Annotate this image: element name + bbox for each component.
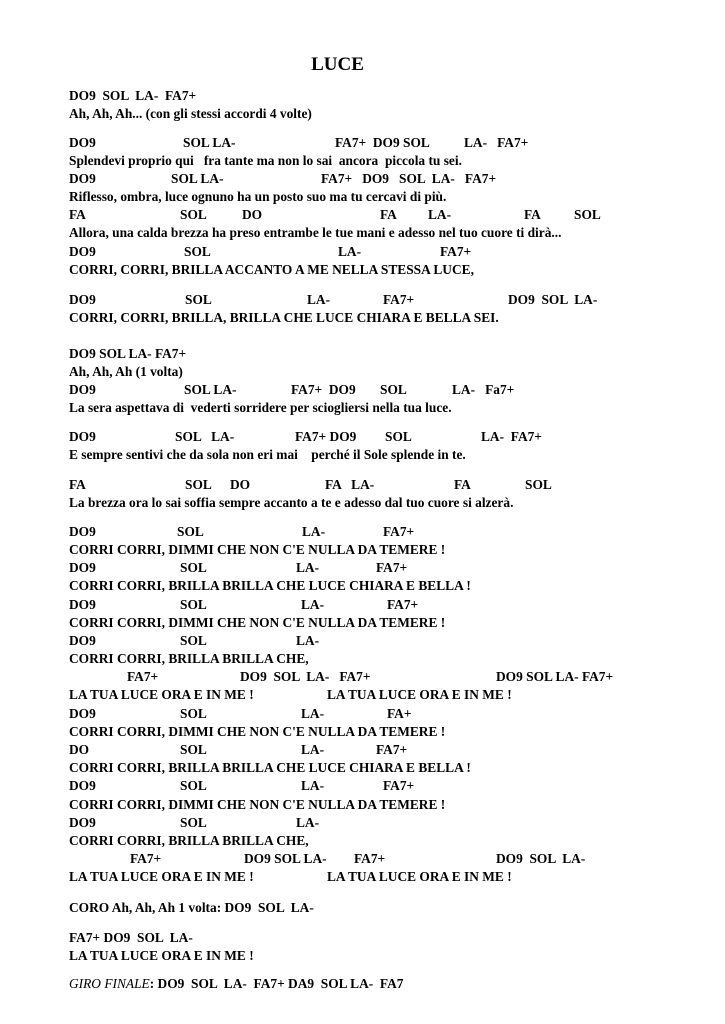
chord: DO9 (69, 292, 96, 307)
chord: FA (69, 207, 86, 222)
chord: FA LA- (325, 477, 375, 492)
chord: LA- (301, 597, 325, 612)
lyric-text: CORRI CORRI, DIMMI CHE NON C'E NULLA DA TEMERE ! (69, 615, 446, 630)
chord-line (0, 706, 725, 723)
lyric-line (0, 400, 725, 417)
lyric-text: LA TUA LUCE ORA E IN ME ! (69, 948, 254, 963)
chord: FA+ (387, 706, 412, 721)
chord: FA7+ DO9 SOL LA- FA7+ (321, 171, 497, 186)
chord: FA (524, 207, 541, 222)
chord: DO9 (69, 429, 96, 444)
chord-line (0, 869, 725, 886)
lyric-line (0, 106, 725, 123)
chord-line (0, 687, 725, 704)
lyric-text: CORRI CORRI, DIMMI CHE NON C'E NULLA DA TEMERE ! (69, 797, 446, 812)
chord: DO9 (69, 382, 96, 397)
chord: FA7+ DO9 SOL LA- (69, 930, 193, 945)
chord: SOL (180, 815, 207, 830)
chord: SOL (177, 524, 204, 539)
lyric-line (0, 724, 725, 741)
lyric-text: Allora, una calda brezza ha preso entrambe le tue mani e adesso nel tuo cuore ti dirà... (69, 225, 562, 240)
chord: FA7+ DO9 SOL (335, 135, 430, 150)
chord: DO9 (69, 135, 96, 150)
chord-line (0, 382, 725, 399)
chord: SOL (380, 382, 407, 397)
chord: SOL (180, 742, 207, 757)
final-riff-label: GIRO FINALE (69, 976, 150, 991)
chord-line (0, 815, 725, 832)
lyric-line (0, 578, 725, 595)
lyric-text: Ah, Ah, Ah... (con gli stessi accordi 4 volte) (69, 106, 312, 121)
chord: FA (380, 207, 397, 222)
chord-line (0, 742, 725, 759)
chord: DO9 SOL LA- (496, 851, 586, 866)
lyric-line (0, 542, 725, 559)
chord: LA- FA7+ (464, 135, 529, 150)
chord: FA7+ (376, 742, 408, 757)
chord: FA7+ (383, 292, 415, 307)
chord: LA- (338, 244, 362, 259)
chord: FA7+ (383, 524, 415, 539)
chord: LA TUA LUCE ORA E IN ME ! (69, 869, 254, 884)
lyric-line (0, 833, 725, 850)
lyric-line (0, 310, 725, 327)
chord-line (0, 135, 725, 152)
lyric-text: CORRI CORRI, BRILLA BRILLA CHE LUCE CHIARA E BELLA ! (69, 760, 471, 775)
chord: DO (69, 742, 90, 757)
lyric-text: CORRI CORRI, DIMMI CHE NON C'E NULLA DA TEMERE ! (69, 724, 446, 739)
chord: SOL (185, 477, 212, 492)
chord-line (0, 633, 725, 650)
chord: LA- (301, 742, 325, 757)
chord-line (0, 292, 725, 309)
lyric-text: E sempre sentivi che da sola non eri mai perché il Sole splende in te. (69, 447, 466, 462)
lyric-line (0, 797, 725, 814)
lyric-text: CORRI, CORRI, BRILLA ACCANTO A ME NELLA STESSA LUCE, (69, 262, 474, 277)
chord: FA7+ (387, 597, 419, 612)
chord: LA- (301, 778, 325, 793)
chord-line (0, 171, 725, 188)
chord: DO9 SOL LA- (508, 292, 598, 307)
chord-line (0, 244, 725, 261)
chord: SOL LA- (171, 171, 224, 186)
chord-line (0, 524, 725, 541)
chord: FA7+ DO9 (291, 382, 356, 397)
chord: SOL LA- (184, 382, 237, 397)
chord-line (0, 669, 725, 686)
lyric-line (0, 225, 725, 242)
lyric-line (0, 495, 725, 512)
chord: DO9 (69, 597, 96, 612)
chord-line (0, 930, 725, 947)
lyric-line (0, 447, 725, 464)
chord: DO9 (69, 633, 96, 648)
chord: FA7+ DO9 (295, 429, 357, 444)
chord-line (0, 429, 725, 446)
song-title: LUCE (311, 54, 364, 75)
chord: LA- Fa7+ (452, 382, 515, 397)
chord: LA TUA LUCE ORA E IN ME ! (327, 687, 512, 702)
lyric-line (0, 364, 725, 381)
lyric-text: CORRI CORRI, BRILLA BRILLA CHE, (69, 651, 309, 666)
chord: DO9 (69, 815, 96, 830)
final-riff-line (0, 976, 725, 993)
lyric-line (0, 189, 725, 206)
chord: DO9 SOL LA- FA7+ (240, 669, 371, 684)
lyric-line (0, 760, 725, 777)
chord: FA7+ (127, 669, 159, 684)
chord-line (0, 597, 725, 614)
lyric-text: CORO Ah, Ah, Ah 1 volta: DO9 SOL LA- (69, 900, 314, 915)
chord: LA- (296, 815, 320, 830)
chord: DO9 SOL LA- FA7+ (69, 346, 187, 361)
chord: SOL (180, 560, 207, 575)
chord-line (0, 477, 725, 494)
lyric-text: La sera aspettava di vederti sorridere per sciogliersi nella tua luce. (69, 400, 452, 415)
final-riff-chords: DO9 SOL LA- FA7+ DA9 SOL LA- FA7 (154, 976, 404, 991)
chord: SOL (180, 778, 207, 793)
chord: LA- FA7+ (481, 429, 542, 444)
chord: DO9 SOL LA- FA7+ (69, 88, 197, 103)
chord-line (0, 207, 725, 224)
lyric-line (0, 153, 725, 170)
chord: DO9 (69, 524, 96, 539)
lyric-line (0, 900, 725, 917)
chord: FA7+ (130, 851, 162, 866)
lyric-text: CORRI CORRI, BRILLA BRILLA CHE, (69, 833, 309, 848)
lyric-text: CORRI CORRI, BRILLA BRILLA CHE LUCE CHIARA E BELLA ! (69, 578, 471, 593)
chord: FA7+ (354, 851, 386, 866)
chord: LA TUA LUCE ORA E IN ME ! (327, 869, 512, 884)
chord: SOL (385, 429, 412, 444)
chord: SOL LA- (175, 429, 235, 444)
chord-line (0, 778, 725, 795)
chord: SOL (180, 207, 207, 222)
lyric-text: La brezza ora lo sai soffia sempre accanto a te e adesso dal tuo cuore si alzerà. (69, 495, 514, 510)
final-riff-colon: : (149, 976, 155, 991)
chord: FA7+ (376, 560, 408, 575)
chord-line (0, 560, 725, 577)
lyric-text: Splendevi proprio qui fra tante ma non lo sai ancora piccola tu sei. (69, 153, 462, 168)
chord: SOL (185, 292, 212, 307)
chord: SOL (180, 597, 207, 612)
chord: SOL (525, 477, 552, 492)
chord-line (0, 88, 725, 105)
chord: DO9 (69, 560, 96, 575)
lyric-text: Riflesso, ombra, luce ognuno ha un posto suo ma tu cercavi di più. (69, 189, 447, 204)
chord: FA (454, 477, 471, 492)
chord: DO (230, 477, 251, 492)
chord: DO (242, 207, 263, 222)
chord: LA- (296, 560, 320, 575)
lyric-line (0, 615, 725, 632)
chord: DO9 (69, 706, 96, 721)
chord-line (0, 346, 725, 363)
lyric-line (0, 651, 725, 668)
chord: FA7+ (440, 244, 472, 259)
chord: SOL (184, 244, 211, 259)
chord-line (0, 851, 725, 868)
lyric-text: Ah, Ah, Ah (1 volta) (69, 364, 183, 379)
chord: LA- (301, 706, 325, 721)
chord: DO9 SOL LA- FA7+ (496, 669, 614, 684)
chord: DO9 (69, 171, 96, 186)
chord: LA- (296, 633, 320, 648)
lyric-line (0, 948, 725, 965)
chord: LA- (428, 207, 452, 222)
chord: LA- (307, 292, 331, 307)
lyric-text: CORRI, CORRI, BRILLA, BRILLA CHE LUCE CHIARA E BELLA SEI. (69, 310, 499, 325)
chord: LA TUA LUCE ORA E IN ME ! (69, 687, 254, 702)
chord: FA (69, 477, 86, 492)
lyric-text: CORRI CORRI, DIMMI CHE NON C'E NULLA DA TEMERE ! (69, 542, 446, 557)
chord: SOL (180, 706, 207, 721)
chord: SOL LA- (183, 135, 236, 150)
chord: DO9 (69, 778, 96, 793)
lyric-line (0, 262, 725, 279)
chord: SOL (180, 633, 207, 648)
chord: DO9 (69, 244, 96, 259)
chord: DO9 SOL LA- (244, 851, 327, 866)
chord: SOL (574, 207, 601, 222)
chord: FA7+ (383, 778, 415, 793)
chord: LA- (302, 524, 326, 539)
